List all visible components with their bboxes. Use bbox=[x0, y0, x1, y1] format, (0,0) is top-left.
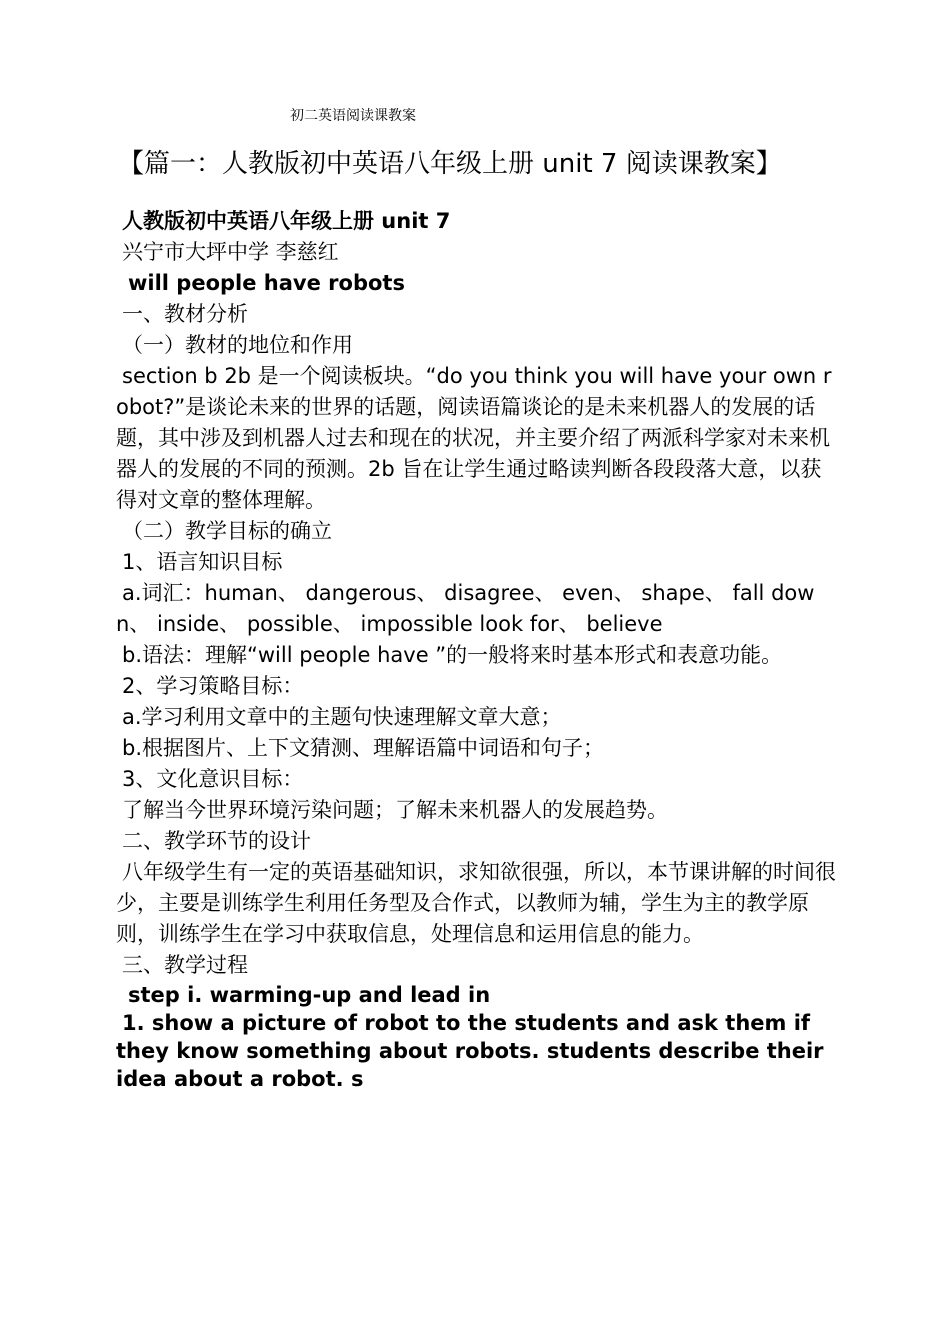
lesson-title: will people have robots bbox=[128, 271, 405, 295]
step-paragraph: 1. show a picture of robot to the students and ask them if they know something about robots. students describe their idea about a robot. s bbox=[116, 1011, 824, 1091]
section-heading-2: 二、教学环节的设计 bbox=[122, 829, 311, 853]
objective-heading-3: 3、文化意识目标： bbox=[122, 767, 304, 791]
document-body bbox=[116, 206, 836, 1093]
objective-heading-2: 2、学习策略目标： bbox=[122, 674, 304, 698]
section-heading-1: 一、教材分析 bbox=[122, 302, 248, 326]
culture-line: 了解当今世界环境污染问题；了解未来机器人的发展趋势。 bbox=[122, 798, 668, 822]
section-heading-3: 三、教学过程 bbox=[122, 953, 248, 977]
strategy-b: b.根据图片、上下文猜测、理解语篇中词语和句子； bbox=[122, 736, 605, 760]
grammar-line: b.语法：理解“will people have ”的一般将来时基本形式和表意功能。 bbox=[122, 643, 783, 667]
vocabulary-list: a.词汇：human、 dangerous、 disagree、 even、 shape、 fall down、 inside、 possible、 impossible look for、 believe bbox=[116, 581, 815, 636]
strategy-a: a.学习利用文章中的主题句快速理解文章大意； bbox=[122, 705, 562, 729]
author-line: 兴宁市大坪中学 李慈红 bbox=[122, 240, 339, 264]
document-title: 【篇一：人教版初中英语八年级上册 unit 7 阅读课教案】 bbox=[118, 149, 782, 179]
step-heading: step i. warming-up and lead in bbox=[128, 983, 491, 1007]
objective-heading-1: 1、语言知识目标 bbox=[122, 550, 283, 574]
paragraph-analysis: section b 2b 是一个阅读板块。“do you think you will have your own robot?”是谈论未来的世界的话题，阅读语篇谈论的是未来机器人的发展的话题，其中涉及到机器人过去和现在的状况，并主要介绍了两派科学家对未来机器人的发展的不同的预测。2b 旨在让学生通过略读判断各段段落大意，以获得对文章的整体理解。 bbox=[116, 364, 832, 512]
textbook-line: 人教版初中英语八年级上册 unit 7 bbox=[122, 209, 451, 233]
paragraph-design: 八年级学生有一定的英语基础知识，求知欲很强，所以，本节课讲解的时间很少，主要是训练学生利用任务型及合作式，以教师为辅，学生为主的教学原则，训练学生在学习中获取信息，处理信息和运用信息的能力。 bbox=[116, 860, 836, 946]
subsection-heading-2: （二）教学目标的确立 bbox=[122, 519, 332, 543]
running-header: 初二英语阅读课教案 bbox=[290, 108, 416, 124]
subsection-heading-1: （一）教材的地位和作用 bbox=[122, 333, 353, 357]
